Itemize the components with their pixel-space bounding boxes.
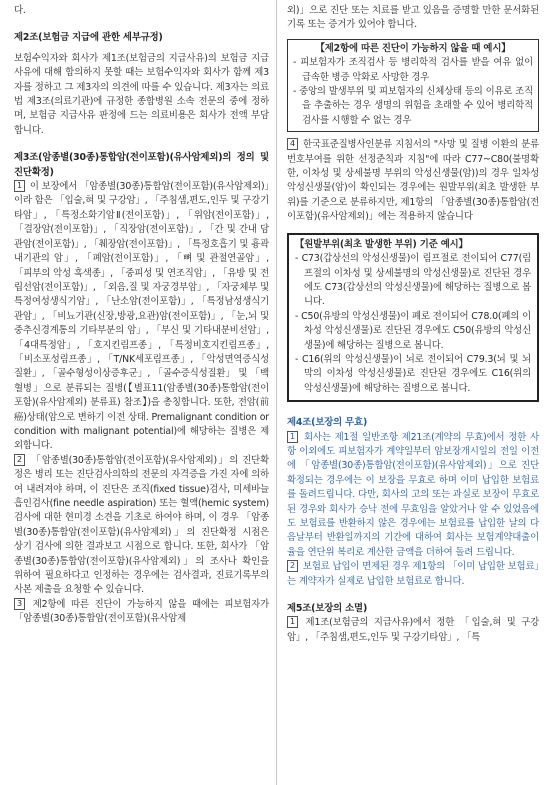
paragraph-number-3: 3 — [14, 598, 25, 610]
example-item: - C73(갑상선의 악성신생물)이 림프절로 전이되어 C77(림프절의 이차성 및 상세불명의 악성신생물)로 진단된 경우에도 C73(갑상선의 악성신생물)에 해당하는 질병으로 봅니다. — [295, 253, 531, 308]
article-4-title: 제4조(보장의 무효) — [287, 417, 368, 429]
example-box-primary-site — [287, 233, 539, 402]
example-item: - 피보험자가 조직검사 등 병리학적 검사를 받을 여유 없이 급속한 병증 악화로 사망한 경우 — [293, 57, 533, 83]
article-3-title: 제3조(암종별(30종)통합암(전이포함)(유사암제외)의 정의 및 진단확정) — [14, 152, 269, 178]
paragraph-number-1: 1 — [287, 431, 298, 443]
article-3-paragraph-1 — [14, 180, 269, 454]
example-item: - 중앙의 발생부위 및 피보험자의 신체상태 등의 이유로 조직을 추출하는 경우 생명의 위험을 초래할 수 있어 병리학적 검사를 시행할 수 없는 경우 — [293, 86, 533, 126]
left-column — [14, 4, 269, 627]
article-3-paragraph-4 — [287, 138, 539, 224]
example-item: - C16(위의 악성신생물)이 뇌로 전이되어 C79.3(뇌 및 뇌막의 이차성 악성신생물)로 진단된 경우에도 C16(위의 악성신생물)에 해당하는 질병으로 봅니다. — [295, 353, 531, 394]
paragraph-number-2: 2 — [14, 454, 25, 466]
paragraph-text: 이 보장에서 「암종별(30종)통합암(전이포함)(유사암제외)」이라 함은 「입술,혀 및 구강암」, 「주침샘,편도,인두 및 구강기타암」, 「특정소화기암Ⅱ(전이포함)」, 「위암(전이포함)」, 「결장암(전이포함)」, 「직장암(전이포함)」, 「간 및 간내 담관암(전이포함)」, 「췌장암(전이포함)」, 「특정호흡기 및 흉곽내기관의 암」, 「폐암(전이포함)」, 「뼈 및 관절연골암」, 「피부의 악성 흑색종」, 「중피성 및 연조직암」, 「유방 및 전립선암(전이포함)」, 「외음,질 및 자궁경부암」, 「자궁체부 및 특정여성생식기암」, 「난소암(전이포함)」, 「특정남성생식기관암」, 「비뇨기관(신장,방광,요관)암(전이포함)」, 「눈,뇌 및 중추신경계통의 기타부분의 암」, 「부신 및 기타내분비선암」, 「4대특정암」, 「호지킨림프종」, 「특정비호지킨림프종」, 「비소포성림프종」, 「T/NK세포림프종」, 「악성면역증식성질환」, 「골수형성이상증후군」, 「골수증식성질환」 및 「백혈병」으로 분류되는 질병(【별표11(암종별(30종)통합암(전이포함)(유사암제외) 분류표) 참조】)을 총칭합니다. 또한, 전암(前癌)상태(암으로 변하기 이전 상태. Premalignant condition or condition with malignant potential)에 해당하는 질병은 제외합니다. — [14, 181, 269, 452]
paragraph-number-4: 4 — [287, 138, 298, 150]
paragraph-text: 제1조(보험금의 지급사유)에서 정한 「입술,혀 및 구강암」, 「주침샘,편도,인두 및 구강기타암」, 「특 — [287, 617, 539, 643]
column-divider — [276, 0, 277, 785]
paragraph-number-2: 2 — [287, 560, 298, 572]
article-4-paragraph-1 — [287, 431, 539, 561]
article-3-paragraph-2 — [14, 454, 269, 598]
paragraph-text: 「암종별(30종)통합암(전이포함)(유사암제외)」의 진단확정은 병리 또는 진단검사의학의 전문의 자격증을 가진 자에 의하여 내려져야 하며, 이 진단은 조직(fixed tissue)검사, 미세바늘흡인검사(fine needle aspiration) 또는 혈액(hemic system)검사에 대한 현미경 소견을 기초로 하여야 하며, 이 경우 「암종별(30종)통합암(전이포함)(유사암제외)」의 진단확정 시점은 상기 검사에 의한 결과보고 시점으로 합니다. 또한, 회사가 「암종별(30종)통합암(전이포함)(유사암제외)」의 조사나 확인을 위하여 필요하다고 인정하는 경우에는 검사결과, 진료기록부의 사본 제출을 요청할 수 있습니다. — [14, 454, 269, 596]
paragraph-number-1: 1 — [287, 616, 298, 628]
article-3-paragraph-3 — [14, 598, 269, 627]
intro-fragment: 다. — [14, 5, 26, 16]
continuation-text: 외)」으로 진단 또는 치료를 받고 있음을 증명할 만한 문서화된 기록 또는 증거가 있어야 합니다. — [287, 5, 539, 31]
paragraph-text: 보험료 납입이 면제된 경우 제1항의 「이미 납입한 보험료」는 계약자가 실제로 납입한 보험료로 합니다. — [287, 561, 539, 587]
example-box-diagnosis — [287, 39, 539, 132]
right-column — [287, 4, 539, 645]
article-2-body: 보험수익자와 회사가 제1조(보험금의 지급사유)의 보험금 지급사유에 대해 합의하지 못할 때는 보험수익자와 회사가 함께 제3자를 정하고 그 제3자의 의견에 따를 수 있습니다. 제3자는 의료법 제3조(의료기관)에 규정한 종합병원 소속 전문의 중에 정하며, 보험금 지급사유 판정에 드는 의료비용은 회사가 전액 부담합니다. — [14, 52, 269, 136]
article-5-paragraph-1 — [287, 616, 539, 645]
example-box-title: 【원발부위(최초 발생한 부위) 기준 예시】 — [295, 238, 468, 250]
paragraph-text: 회사는 제1절 일반조항 제21조(계약의 무효)에서 정한 사항 이외에도 피보험자가 계약일부터 암보장개시일의 전일 이전에 「암종별(30종)통합암(전이포함)(유사암제외)」으로 진단확정되는 경우에는 이 보장을 무효로 하며 이미 납입한 보험료를 돌려드립니다. 다만, 회사의 고의 또는 과실로 보장이 무효로 된 경우와 회사가 승낙 전에 무효임을 알았거나 알 수 있었음에도 보험료를 반환하지 않은 경우에는 보험료를 납입한 날의 다음날부터 반환일까지의 기간에 대하여 회사는 보험계약대출이율을 연단위 복리로 계산한 금액을 더하여 돌려 드립니다. — [287, 431, 539, 558]
example-item: - C50(유방의 악성신생물)이 폐로 전이되어 C78.0(폐의 이차성 악성신생물)로 진단된 경우에도 C50(유방의 악성신생물)에 해당하는 질병으로 봅니다. — [295, 310, 531, 351]
article-5-title: 제5조(보장의 소멸) — [287, 603, 368, 615]
example-box-title: 【제2항에 따른 진단이 가능하지 않을 때 예시】 — [315, 42, 511, 54]
article-4-paragraph-2 — [287, 560, 539, 589]
article-2-title: 제2조(보험금 지급에 관한 세부규정) — [14, 32, 163, 44]
paragraph-text: 한국표준질병사인분류 지침서의 "사망 및 질병 이환의 분류번호부여를 위한 선정준칙과 지침"에 따라 C77~C80(불명확한, 이차성 및 상세불명 부위의 악성신생물(암))의 경우 일차성 악성신생물(암)이 확인되는 경우에는 원발부위(최초 발생한 부위)를 기준으로 분류하지만, 제1항의 「암종별(30종)통합암(전이포함)(유사암제외)」에는 적용하지 않습니다 — [287, 139, 539, 223]
paragraph-number-1: 1 — [14, 180, 25, 192]
paragraph-text: 제2항에 따른 진단이 가능하지 않을 때에는 피보험자가 「암종별(30종)통합암(전이포함)(유사암제 — [14, 598, 269, 625]
